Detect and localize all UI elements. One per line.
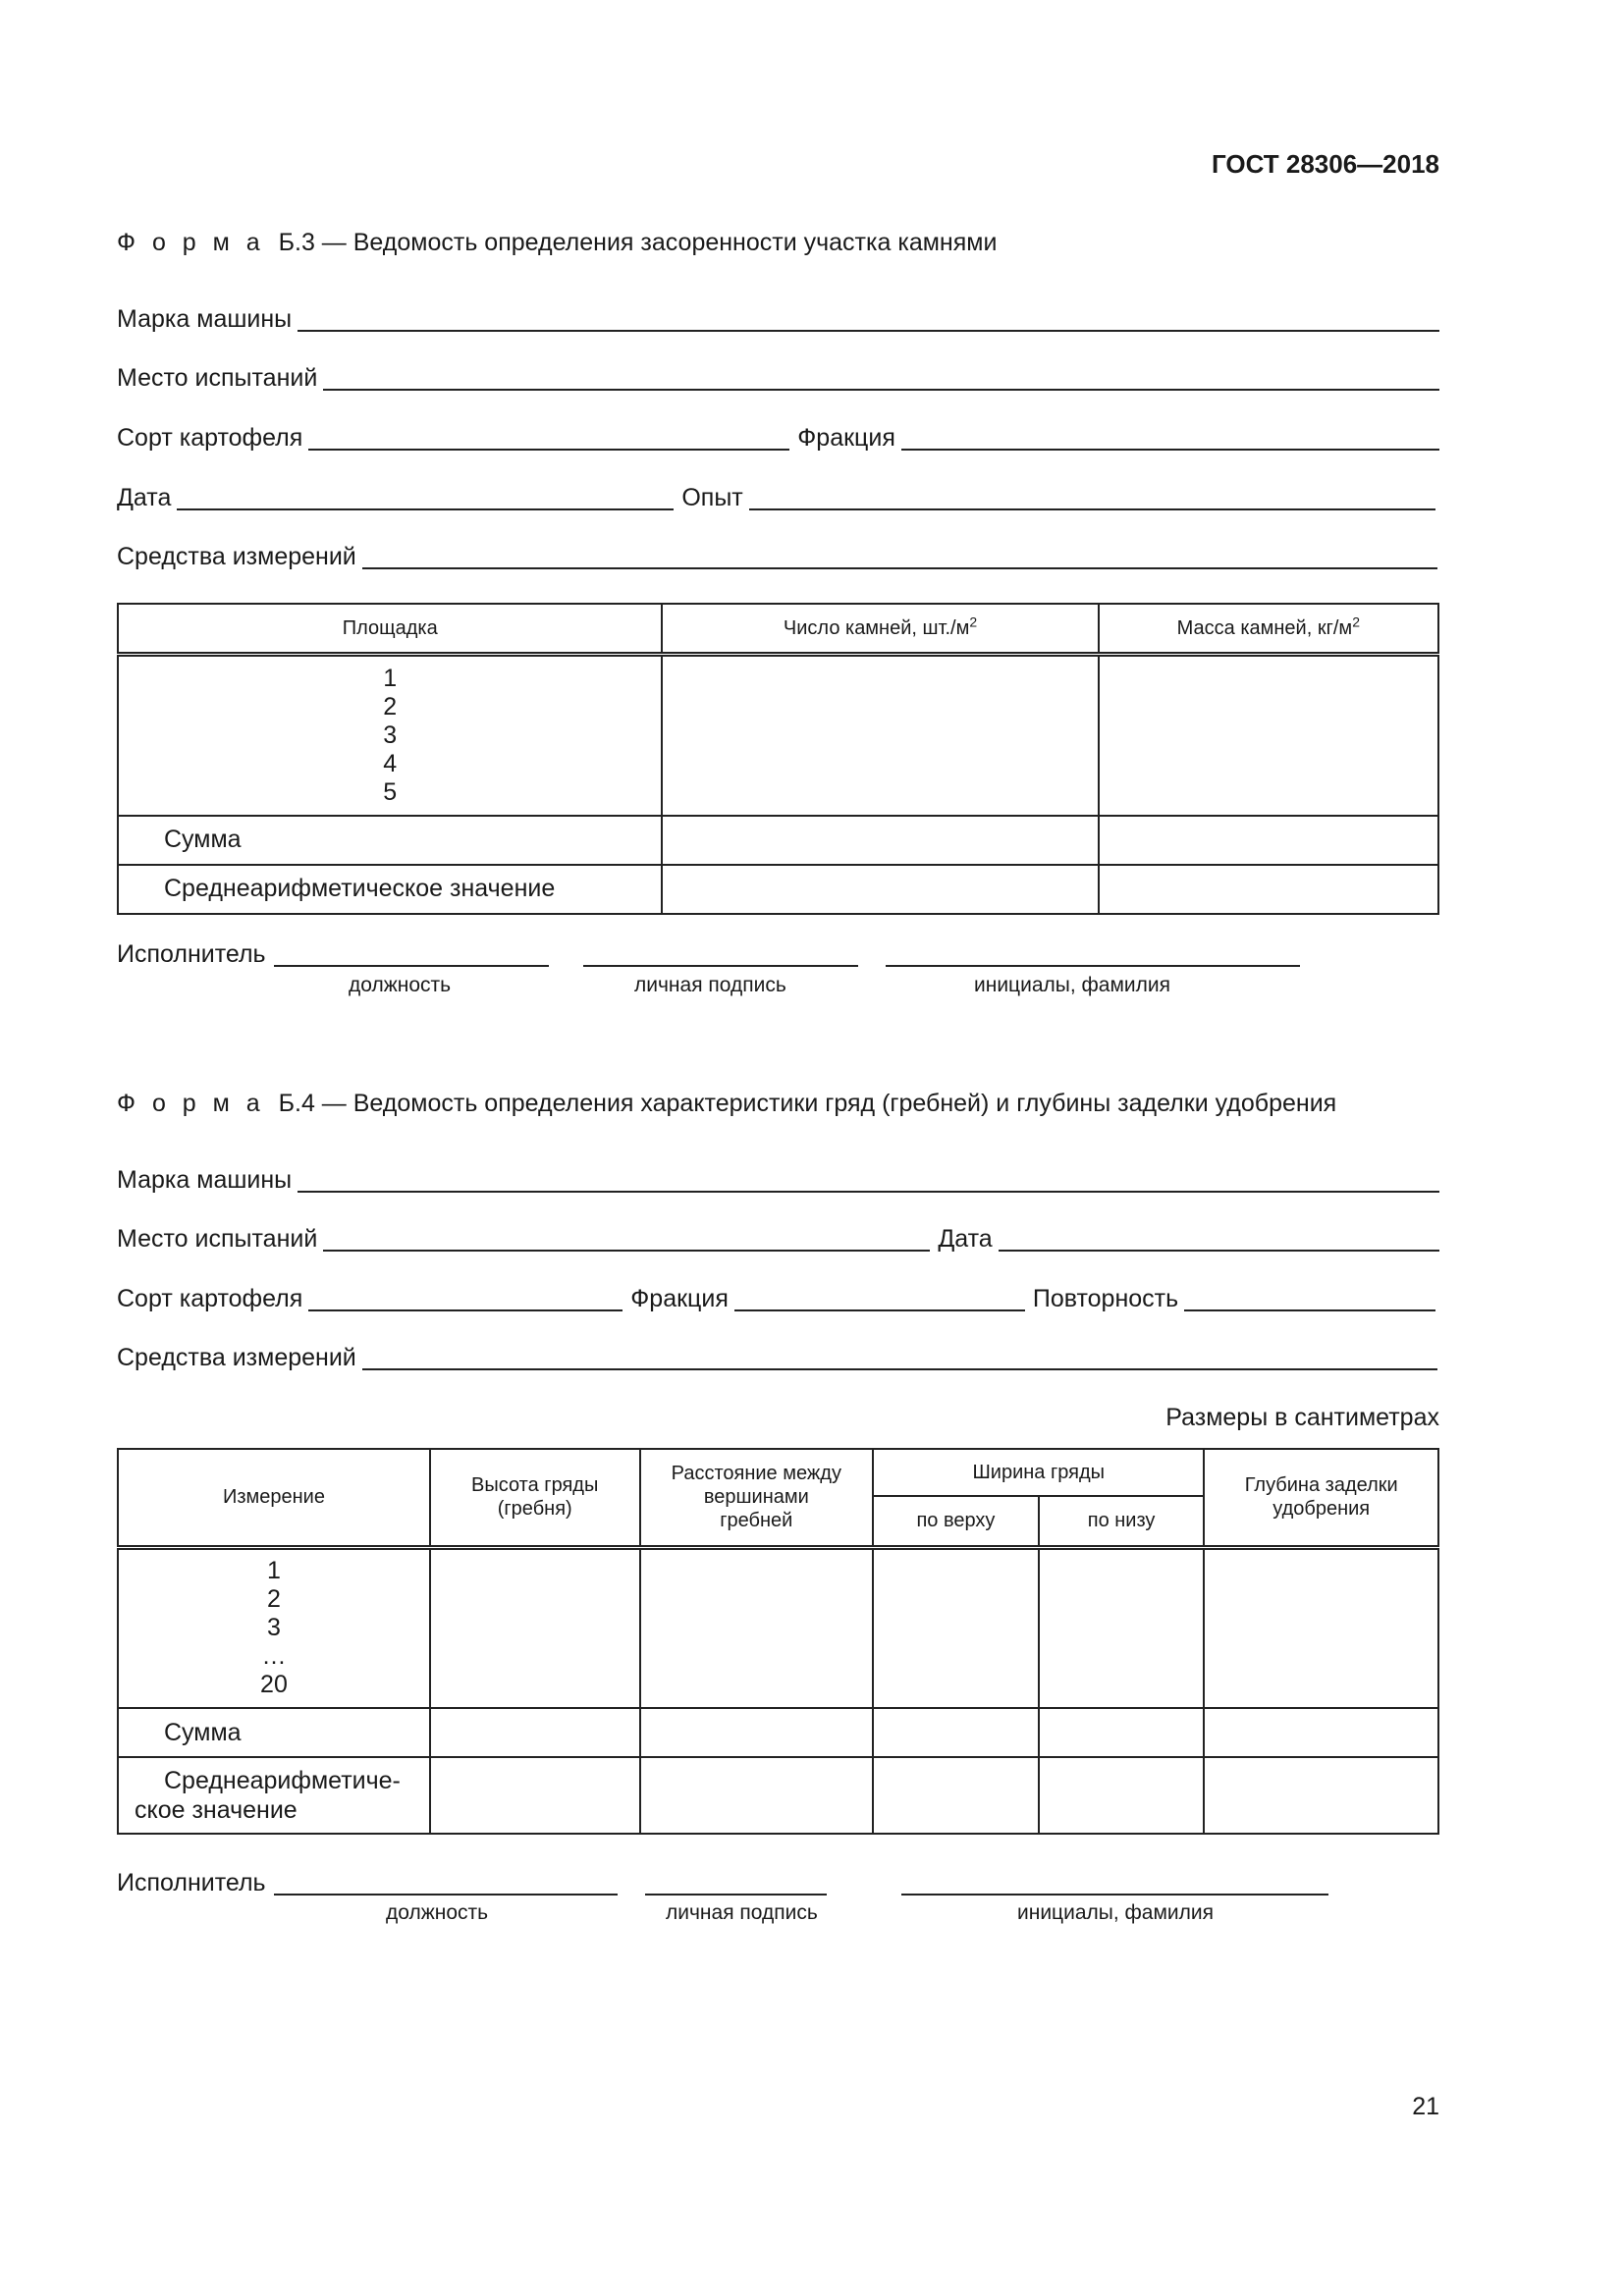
b3-sum-count-cell[interactable]: [662, 816, 1098, 865]
b3-site-numbers: [118, 655, 662, 816]
b4-mean-width-top-cell[interactable]: [873, 1757, 1039, 1834]
b4-sum-depth-cell[interactable]: [1204, 1708, 1438, 1757]
table-row: 3: [383, 721, 398, 749]
table-row: 1: [267, 1557, 281, 1585]
b3-executor-signature-line[interactable]: [583, 965, 858, 967]
b4-instruments-field[interactable]: [362, 1345, 1437, 1370]
b4-sum-width-top-cell[interactable]: [873, 1708, 1039, 1757]
b3-mass-cell[interactable]: [1099, 655, 1438, 816]
b4-mean-depth-cell[interactable]: [1204, 1757, 1438, 1834]
b3-fraction-field[interactable]: [901, 425, 1439, 451]
b4-col-distance: Расстояние между вершинами гребней: [640, 1449, 874, 1547]
b3-instruments-field[interactable]: [362, 544, 1437, 569]
b3-place-field[interactable]: [323, 365, 1439, 391]
b3-position-caption: должность: [349, 974, 452, 996]
b4-position-caption: должность: [386, 1901, 489, 1924]
table-row: 4: [383, 749, 398, 777]
b3-mean-count-cell[interactable]: [662, 865, 1098, 914]
b3-fraction-label: Фракция: [797, 424, 895, 452]
form-b4-title: [117, 1090, 1336, 1118]
b4-height-cell[interactable]: [430, 1547, 640, 1708]
b4-sum-distance-cell[interactable]: [640, 1708, 874, 1757]
b3-name-caption: инициалы, фамилия: [974, 974, 1170, 996]
b4-col-measure: Измерение: [118, 1449, 430, 1547]
b4-repeat-field[interactable]: [1184, 1286, 1435, 1311]
table-row: 5: [383, 777, 398, 806]
b3-machine-field[interactable]: [298, 306, 1439, 332]
b4-distance-cell[interactable]: [640, 1547, 874, 1708]
b3-variety-field[interactable]: [308, 425, 789, 451]
form-b4-title-text: Б.4 — Ведомость определения характеристики гряд (гребней) и глубины заделки удобрения: [278, 1090, 1337, 1117]
b4-width-bottom-cell[interactable]: [1039, 1547, 1205, 1708]
b3-count-cell[interactable]: [662, 655, 1098, 816]
table-row: 1: [383, 664, 398, 692]
table-row: 3: [267, 1614, 281, 1642]
b4-variety-label: Сорт картофеля: [117, 1285, 303, 1312]
b4-machine-label: Марка машины: [117, 1166, 293, 1194]
b3-machine-label: Марка машины: [117, 305, 293, 333]
b4-place-row: [117, 1220, 1439, 1254]
b3-place-label: Место испытаний: [117, 364, 318, 392]
b4-place-field[interactable]: [323, 1226, 930, 1252]
form-b3-title: [117, 229, 997, 257]
b3-col-mass: Масса камней, $кг/м^2$: [1099, 604, 1438, 655]
b4-units-note: Размеры в сантиметрах: [1165, 1404, 1439, 1431]
b3-experiment-field[interactable]: [749, 485, 1435, 510]
table-row: 2: [383, 692, 398, 721]
b4-fraction-label: Фракция: [630, 1285, 729, 1312]
b3-executor-label: Исполнитель: [117, 940, 266, 968]
b3-machine-row: [117, 300, 1439, 334]
b3-executor-position-line[interactable]: [274, 965, 549, 967]
b4-col-width-top: по верху: [873, 1496, 1039, 1547]
b3-place-row: [117, 359, 1439, 393]
b4-depth-cell[interactable]: [1204, 1547, 1438, 1708]
b3-date-label: Дата: [117, 484, 172, 511]
b3-col-count: Число камней, $шт./м^2$: [662, 604, 1098, 655]
form-b4-title-prefix: Ф о р м а: [117, 1090, 265, 1117]
b4-repeat-label: Повторность: [1032, 1285, 1179, 1312]
form-b3-title-prefix: Ф о р м а: [117, 229, 265, 256]
b4-col-height: Высота гряды (гребня): [430, 1449, 640, 1547]
b4-mean-height-cell[interactable]: [430, 1757, 640, 1834]
b4-executor-name-line[interactable]: [901, 1894, 1328, 1896]
b4-mean-distance-cell[interactable]: [640, 1757, 874, 1834]
b4-mean-label: Среднеарифметиче- ское значение: [118, 1757, 430, 1834]
b3-mean-mass-cell[interactable]: [1099, 865, 1438, 914]
table-row: 2: [267, 1585, 281, 1614]
b4-executor-signature-line[interactable]: [645, 1894, 827, 1896]
table-row: …: [261, 1642, 287, 1671]
b4-machine-row: [117, 1161, 1439, 1195]
b4-sum-height-cell[interactable]: [430, 1708, 640, 1757]
b4-place-label: Место испытаний: [117, 1225, 318, 1253]
b3-instruments-row: [117, 538, 1439, 571]
b4-col-width: Ширина гряды: [873, 1449, 1204, 1496]
b3-executor-name-line[interactable]: [886, 965, 1300, 967]
b4-date-label: Дата: [938, 1225, 993, 1253]
b4-signature-caption: личная подпись: [666, 1901, 818, 1924]
b3-sum-label: Сумма: [118, 816, 662, 865]
b3-sum-mass-cell[interactable]: [1099, 816, 1438, 865]
b4-date-field[interactable]: [999, 1226, 1439, 1252]
b3-signature-caption: личная подпись: [634, 974, 786, 996]
b4-fraction-field[interactable]: [734, 1286, 1025, 1311]
b4-instruments-row: [117, 1339, 1439, 1372]
b3-table: [117, 603, 1439, 915]
b4-col-depth: Глубина заделки удобрения: [1204, 1449, 1438, 1547]
b4-executor-position-line[interactable]: [274, 1894, 618, 1896]
b4-variety-field[interactable]: [308, 1286, 623, 1311]
page-number: 21: [1412, 2093, 1439, 2120]
b4-variety-row: [117, 1280, 1439, 1313]
b4-instruments-label: Средства измерений: [117, 1344, 356, 1371]
b3-variety-label: Сорт картофеля: [117, 424, 303, 452]
b3-col-site: Площадка: [118, 604, 662, 655]
b4-sum-label: Сумма: [118, 1708, 430, 1757]
document-header: ГОСТ 28306—2018: [1212, 149, 1439, 179]
b4-mean-width-bottom-cell[interactable]: [1039, 1757, 1205, 1834]
table-row: 20: [260, 1671, 288, 1699]
b4-width-top-cell[interactable]: [873, 1547, 1039, 1708]
b4-sum-width-bottom-cell[interactable]: [1039, 1708, 1205, 1757]
b3-mean-label: Среднеарифметическое значение: [118, 865, 662, 914]
form-b3-title-text: Б.3 — Ведомость определения засоренности участка камнями: [278, 229, 998, 256]
b3-instruments-label: Средства измерений: [117, 543, 356, 570]
b3-date-row: [117, 479, 1439, 512]
b3-variety-row: [117, 419, 1439, 453]
b4-name-caption: инициалы, фамилия: [1017, 1901, 1214, 1924]
b4-machine-field[interactable]: [298, 1167, 1439, 1193]
b3-date-field[interactable]: [177, 485, 674, 510]
b4-executor-label: Исполнитель: [117, 1869, 266, 1896]
b3-experiment-label: Опыт: [681, 484, 743, 511]
b4-col-width-bottom: по низу: [1039, 1496, 1205, 1547]
b4-measure-numbers: [118, 1547, 430, 1708]
b4-table: [117, 1448, 1439, 1835]
